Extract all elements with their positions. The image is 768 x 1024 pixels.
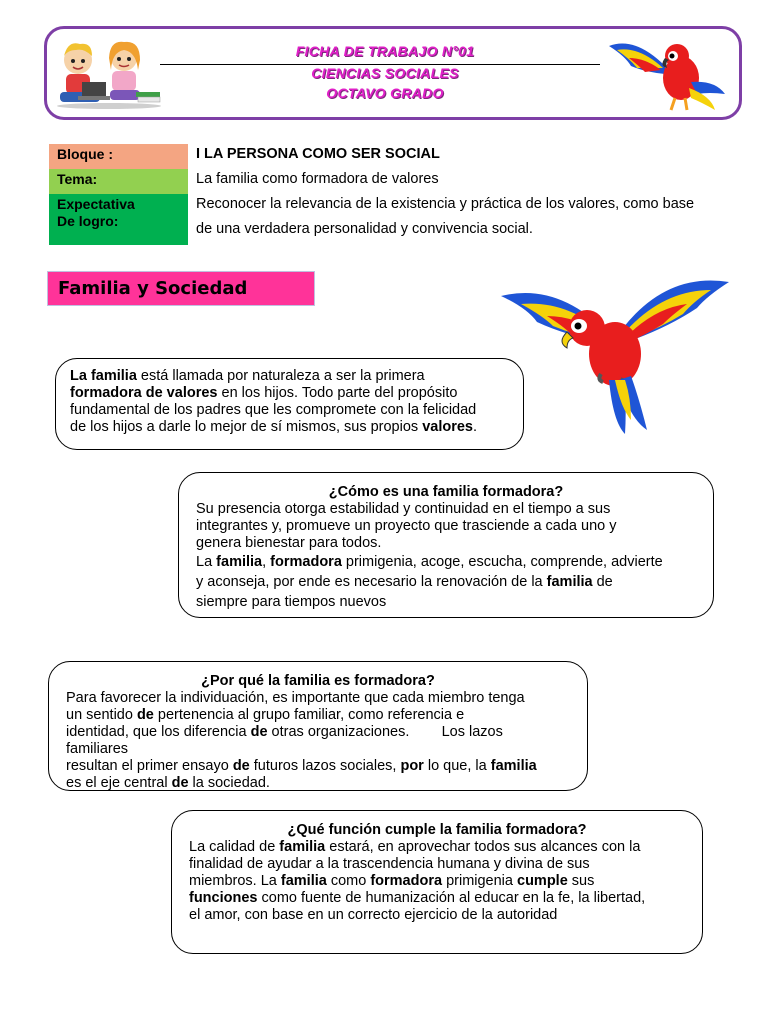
grade-title: OCTAVO GRADO [326,85,444,101]
section-title: Familia y Sociedad [47,271,315,306]
why-family-question: ¿Por qué la familia es formadora? [201,673,435,689]
box1-line: fundamental de los padres que les compromete con la felicidad [70,402,477,418]
box3-line: familiares [66,741,129,757]
parrot-large-illustration [497,262,733,438]
box2-line: genera bienestar para todos. [196,535,382,551]
function-family-question: ¿Qué función cumple la familia formadora? [287,822,587,838]
subject-title: CIENCIAS SOCIALES [311,65,459,81]
box4-line: el amor, con base en un correcto ejercicio de la autoridad [189,907,558,923]
function-family-box [171,810,703,954]
worksheet-title: FICHA DE TRABAJO N°01 [295,43,475,59]
kids-laptop-illustration [54,36,164,110]
box1-line: de los hijos a darle lo mejor de sí mismos, sus propios valores. [70,419,478,435]
box2-line: integrantes y, promueve un proyecto que trasciende a cada uno y [196,518,617,534]
box4-line: finalidad de ayudar a la trascendencia humana y divina de sus [189,856,590,872]
expectativa-value-2: de una verdadera personalidad y convivencia social. [196,221,533,237]
box4-line: La calidad de familia estará, en aprovechar todos sus alcances con la [189,839,641,855]
box2-line: siempre para tiempos nuevos [196,594,387,610]
bloque-value: I LA PERSONA COMO SER SOCIAL [196,146,440,162]
box3-line: es el eje central de la sociedad. [66,775,270,791]
bloque-label: Bloque : [57,146,113,162]
box4-line: funciones como fuente de humanización al educar en la fe, la libertad, [189,890,646,906]
family-definition-box [55,358,524,450]
box1-line: La familia está llamada por naturaleza a ser la primera [70,368,425,384]
how-family-box [178,472,714,618]
expectativa-value-1: Reconocer la relevancia de la existencia y práctica de los valores, como base [196,196,695,212]
box1-line: formadora de valores en los hijos. Todo parte del propósito [70,385,458,401]
box3-line: identidad, que los diferencia de otras organizaciones. Los lazos [66,724,503,740]
tema-label: Tema: [57,171,98,187]
box3-line: un sentido de pertenencia al grupo familiar, como referencia e [66,707,465,723]
box2-line: Su presencia otorga estabilidad y continuidad en el tiempo a sus [196,501,611,517]
tema-value: La familia como formadora de valores [196,171,439,187]
box2-line: La familia, formadora primigenia, acoge, escucha, comprende, advierte [196,554,663,570]
parrot-small-illustration [605,36,729,116]
why-family-box [48,661,588,791]
box3-line: Para favorecer la individuación, es importante que cada miembro tenga [66,690,525,706]
box4-line: miembros. La familia como formadora primigenia cumple sus [189,873,595,889]
box3-line: resultan el primer ensayo de futuros lazos sociales, por lo que, la familia [66,758,537,774]
how-family-question: ¿Cómo es una familia formadora? [328,484,564,500]
box2-line: y aconseja, por ende es necesario la renovación de la familia de [196,574,613,590]
expectativa-label-1: Expectativa [57,196,135,212]
expectativa-label-2: De logro: [57,213,119,229]
